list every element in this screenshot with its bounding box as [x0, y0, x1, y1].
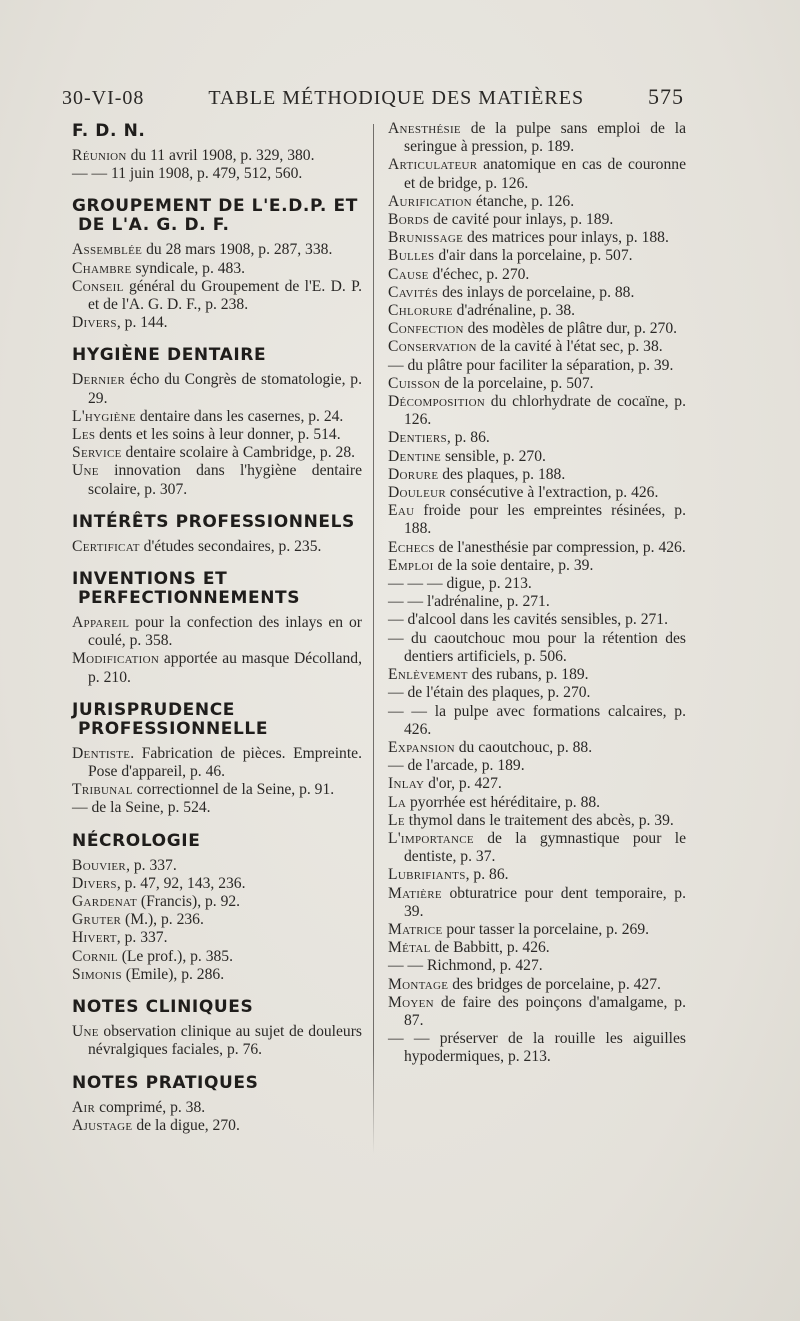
index-entry: [388, 357, 686, 375]
entry-keyword: Echecs: [388, 538, 435, 556]
entry-text: , p. 86.: [465, 866, 509, 884]
index-entry: [388, 266, 686, 284]
index-entry: [72, 1023, 362, 1059]
index-entry: [388, 794, 686, 812]
entry-keyword: Réunion: [72, 147, 127, 164]
entry-text: de la digue, 270.: [132, 1116, 240, 1134]
index-entry: [72, 426, 362, 444]
index-entry: [72, 948, 362, 966]
index-entry: [388, 120, 686, 156]
running-header: [62, 84, 684, 118]
entry-keyword: Gardenat: [72, 893, 137, 911]
entry-text: correctionnel de la Seine, p. 91.: [132, 781, 335, 799]
entry-keyword: Hivert: [72, 929, 117, 947]
entry-text: — du caoutchouc mou pour la rétention des dentiers artificiels, p. 506.: [388, 629, 686, 665]
entry-keyword: Divers: [72, 874, 117, 892]
entry-text: — de l'étain des plaques, p. 270.: [388, 684, 591, 702]
index-entry: [72, 444, 362, 462]
index-entry: [72, 147, 362, 165]
index-entry: [72, 929, 362, 947]
entry-keyword: Bulles: [388, 247, 435, 265]
entry-text: — de la Seine, p. 524.: [72, 799, 211, 817]
entry-keyword: Lubrifiants: [388, 866, 466, 884]
entry-keyword: Douleur: [388, 484, 446, 502]
entry-text: d'adrénaline, p. 38.: [452, 302, 576, 320]
entry-keyword: Inlay: [388, 775, 425, 793]
index-entry: [72, 165, 362, 183]
entry-text: observation clinique au sujet de douleurs névralgiques faciales, p. 76.: [88, 1023, 362, 1059]
entry-keyword: Ajustage: [72, 1116, 133, 1134]
entry-text: de la soie dentaire, p. 39.: [433, 556, 594, 574]
entry-text: froide pour les empreintes résinées, p. 188.: [404, 502, 686, 538]
index-entry: [388, 866, 686, 884]
entry-text: d'air dans la porcelaine, p. 507.: [434, 247, 633, 265]
entry-text: , p. 86.: [446, 429, 490, 447]
entry-keyword: Matrice: [388, 920, 443, 938]
entry-text: — — — digue, p. 213.: [388, 575, 532, 593]
index-entry: [388, 921, 686, 939]
entry-text: d'échec, p. 270.: [428, 265, 530, 283]
index-entry: [72, 462, 362, 498]
entry-text: des plaques, p. 188.: [438, 465, 566, 483]
entry-keyword: Dentiste: [72, 744, 131, 762]
entry-text: du caoutchouc, p. 88.: [454, 738, 593, 756]
entry-text: de faire des poinçons d'amalgame, p. 87.: [404, 993, 686, 1029]
index-entry: [72, 278, 362, 314]
entry-keyword: Conservation: [388, 338, 477, 356]
index-entry: [388, 939, 686, 957]
entry-keyword: Les: [72, 426, 96, 444]
entry-text: — — préserver de la rouille les aiguilles hypodermiques, p. 213.: [388, 1030, 686, 1066]
entry-text: innovation dans l'hygiène dentaire scolaire, p. 307.: [88, 462, 362, 498]
index-entry: [388, 320, 686, 338]
entry-text: (Francis), p. 92.: [137, 893, 241, 911]
entry-keyword: Dentine: [388, 447, 442, 465]
index-entry: [72, 371, 362, 407]
entry-keyword: La: [388, 793, 407, 811]
entry-text: des inlays de porcelaine, p. 88.: [438, 283, 635, 301]
entry-text: dentaire scolaire à Cambridge, p. 28.: [121, 444, 356, 462]
entry-text: pour tasser la porcelaine, p. 269.: [442, 920, 650, 938]
index-entry: [72, 781, 362, 799]
entry-keyword: Expansion: [388, 738, 455, 756]
entry-text: pyorrhée est héréditaire, p. 88.: [406, 793, 601, 811]
entry-text: du 11 avril 1908, p. 329, 380.: [126, 147, 315, 164]
section-heading: INTÉRÊTS PROFESSIONNELS: [72, 511, 355, 532]
index-entry: [72, 857, 362, 875]
entry-keyword: Montage: [388, 975, 449, 993]
entry-keyword: Divers: [72, 314, 117, 332]
entry-text: (Emile), p. 286.: [121, 965, 225, 983]
index-entry: [388, 830, 686, 866]
entry-text: — — l'adrénaline, p. 271.: [388, 593, 550, 611]
entry-text: — — Richmond, p. 427.: [388, 957, 543, 975]
entry-keyword: Brunissage: [388, 229, 464, 247]
entry-keyword: Bords: [388, 211, 430, 229]
entry-keyword: Dorure: [388, 465, 439, 483]
section-heading: F. D. N.: [72, 121, 146, 141]
entry-text: de la gymnastique pour le dentiste, p. 37.: [404, 829, 686, 866]
index-entry: [72, 799, 362, 817]
page-number: 575: [648, 84, 684, 109]
index-entry: [72, 408, 362, 426]
index-entry: [388, 775, 686, 793]
entry-keyword: Conseil: [72, 277, 124, 295]
index-entry: [72, 911, 362, 929]
entry-text: (M.), p. 236.: [121, 911, 204, 929]
section-heading: NÉCROLOGIE: [72, 830, 201, 851]
entry-text: étanche, p. 126.: [471, 192, 575, 210]
index-entry: [72, 1099, 362, 1117]
entry-text: . Fabrication de pièces. Empreinte. Pose d'appareil, p. 46.: [88, 744, 362, 781]
left-column: [72, 120, 362, 1135]
entry-text: thymol dans le traitement des abcès, p. 39.: [404, 811, 674, 829]
index-entry: [388, 557, 686, 575]
entry-keyword: Confection: [388, 320, 464, 338]
entry-text: , p. 337.: [126, 856, 177, 874]
index-entry: [388, 575, 686, 593]
entry-text: — — la pulpe avec formations calcaires, p. 426.: [388, 702, 686, 738]
entry-keyword: Moyen: [388, 993, 434, 1011]
index-entry: [388, 448, 686, 466]
entry-keyword: Une: [72, 462, 99, 480]
entry-keyword: Cornil: [72, 947, 118, 965]
section-heading: GROUPEMENT DE L'E.D.P. ET DE L'A. G. D. F.: [72, 196, 358, 236]
entry-keyword: Simonis: [72, 965, 122, 983]
entry-keyword: Service: [72, 444, 122, 462]
entry-keyword: Cause: [388, 265, 429, 283]
entry-text: écho du Congrès de stomatologie, p. 29.: [88, 371, 362, 407]
entry-text: d'études secondaires, p. 235.: [139, 537, 322, 555]
entry-text: des bridges de porcelaine, p. 427.: [448, 975, 661, 993]
index-entry: [72, 614, 362, 650]
index-entry: [72, 745, 362, 781]
index-entry: [388, 338, 686, 356]
index-entry: [388, 284, 686, 302]
index-entry: [72, 538, 362, 556]
entry-keyword: Emploi: [388, 556, 434, 574]
section-heading: HYGIÈNE DENTAIRE: [72, 345, 267, 366]
entry-keyword: Anesthésie: [388, 120, 461, 137]
index-entry: [72, 241, 362, 259]
index-entry: [388, 757, 686, 775]
section-heading: NOTES CLINIQUES: [72, 997, 254, 1018]
entry-text: — du plâtre pour faciliter la séparation, p. 39.: [388, 356, 674, 374]
entry-keyword: L'hygiène: [72, 407, 136, 425]
entry-keyword: Gruter: [72, 911, 122, 929]
entry-keyword: Dentiers: [388, 429, 447, 447]
index-entry: [388, 247, 686, 265]
right-column: [388, 120, 686, 1067]
entry-keyword: Air: [72, 1098, 96, 1116]
entry-text: — — 11 juin 1908, p. 479, 512, 560.: [72, 165, 303, 183]
entry-keyword: Cavités: [388, 283, 439, 301]
index-entry: [388, 375, 686, 393]
entry-keyword: Certificat: [72, 537, 140, 555]
index-entry: [388, 593, 686, 611]
entry-keyword: Modification: [72, 650, 160, 668]
index-entry: [388, 630, 686, 666]
entry-text: général du Groupement de l'E. D. P. et de l'A. G. D. F., p. 238.: [88, 277, 362, 314]
section-heading: INVENTIONS ET PERFECTIONNEMENTS: [72, 569, 301, 609]
entry-text: d'or, p. 427.: [424, 775, 502, 793]
section-heading: NOTES PRATIQUES: [72, 1072, 259, 1093]
index-entry: [388, 484, 686, 502]
entry-text: des modèles de plâtre dur, p. 270.: [463, 320, 678, 338]
entry-keyword: Le: [388, 811, 405, 829]
entry-keyword: Tribunal: [72, 781, 133, 799]
index-entry: [388, 539, 686, 557]
entry-text: des rubans, p. 189.: [467, 666, 589, 684]
index-entry: [388, 1030, 686, 1066]
index-entry: [388, 429, 686, 447]
index-entry: [388, 611, 686, 629]
entry-text: sensible, p. 270.: [441, 447, 546, 465]
index-entry: [388, 393, 686, 429]
entry-keyword: Dernier: [72, 371, 126, 389]
entry-text: , p. 144.: [116, 314, 168, 332]
entry-keyword: L'importance: [388, 829, 474, 847]
entry-text: de l'anesthésie par compression, p. 426.: [434, 538, 686, 556]
index-entry: [72, 260, 362, 278]
index-entry: [388, 302, 686, 320]
section-heading: JURISPRUDENCE PROFESSIONNELLE: [72, 699, 269, 739]
entry-keyword: Articulateur: [388, 156, 478, 174]
entry-text: pour la confection des inlays en or coulé, p. 358.: [88, 614, 362, 650]
entry-text: (Le prof.), p. 385.: [117, 947, 233, 965]
entry-keyword: Décomposition: [388, 393, 486, 411]
entry-text: syndicale, p. 483.: [131, 259, 246, 277]
entry-text: apportée au masque Décolland, p. 210.: [88, 650, 362, 686]
entry-text: dents et les soins à leur donner, p. 514.: [95, 426, 341, 444]
index-entry: [388, 666, 686, 684]
entry-text: — d'alcool dans les cavités sensibles, p. 271.: [388, 611, 668, 629]
index-entry: [388, 739, 686, 757]
entry-text: du 28 mars 1908, p. 287, 338.: [142, 241, 333, 259]
index-entry: [72, 650, 362, 686]
entry-keyword: Chlorure: [388, 302, 453, 320]
entry-keyword: Chambre: [72, 259, 132, 277]
entry-text: — de l'arcade, p. 189.: [388, 757, 525, 775]
entry-keyword: Métal: [388, 939, 431, 957]
index-entry: [72, 893, 362, 911]
column-divider: [373, 124, 374, 1154]
index-entry: [388, 211, 686, 229]
entry-text: de la cavité à l'état sec, p. 38.: [476, 338, 663, 356]
index-entry: [388, 466, 686, 484]
entry-text: de la porcelaine, p. 507.: [440, 374, 594, 392]
entry-text: de Babbitt, p. 426.: [430, 939, 550, 957]
index-entry: [388, 156, 686, 192]
index-entry: [388, 976, 686, 994]
index-entry: [72, 314, 362, 332]
entry-keyword: Eau: [388, 502, 415, 520]
entry-text: consécutive à l'extraction, p. 426.: [445, 484, 659, 502]
index-entry: [388, 994, 686, 1030]
entry-text: comprimé, p. 38.: [95, 1098, 206, 1116]
entry-text: , p. 337.: [116, 929, 168, 947]
entry-keyword: Cuisson: [388, 374, 441, 392]
index-entry: [72, 966, 362, 984]
entry-text: de cavité pour inlays, p. 189.: [429, 211, 614, 229]
index-entry: [388, 229, 686, 247]
index-entry: [388, 703, 686, 739]
index-entry: [388, 957, 686, 975]
index-entry: [388, 684, 686, 702]
header-date: 30-VI-08: [62, 87, 145, 109]
entry-text: obturatrice pour dent temporaire, p. 39.: [404, 884, 686, 920]
entry-keyword: Appareil: [72, 614, 130, 632]
entry-keyword: Aurification: [388, 192, 472, 210]
index-entry: [72, 875, 362, 893]
index-entry: [388, 502, 686, 538]
index-entry: [388, 193, 686, 211]
entry-text: dentaire dans les casernes, p. 24.: [135, 407, 344, 425]
entry-text: anatomique en cas de couronne et de bridge, p. 126.: [404, 156, 686, 192]
index-entry: [72, 1117, 362, 1135]
index-entry: [388, 812, 686, 830]
entry-keyword: Une: [72, 1023, 99, 1041]
entry-keyword: Enlèvement: [388, 666, 468, 684]
header-title: TABLE MÉTHODIQUE DES MATIÈRES: [208, 87, 585, 109]
entry-text: des matrices pour inlays, p. 188.: [463, 229, 669, 247]
entry-keyword: Bouvier: [72, 856, 127, 874]
index-entry: [388, 885, 686, 921]
entry-text: du chlorhydrate de cocaïne, p. 126.: [404, 393, 686, 429]
entry-text: de la pulpe sans emploi de la seringue à pression, p. 189.: [404, 120, 686, 156]
entry-keyword: Matière: [388, 884, 442, 902]
entry-keyword: Assemblée: [72, 241, 143, 259]
entry-text: , p. 47, 92, 143, 236.: [116, 874, 246, 892]
